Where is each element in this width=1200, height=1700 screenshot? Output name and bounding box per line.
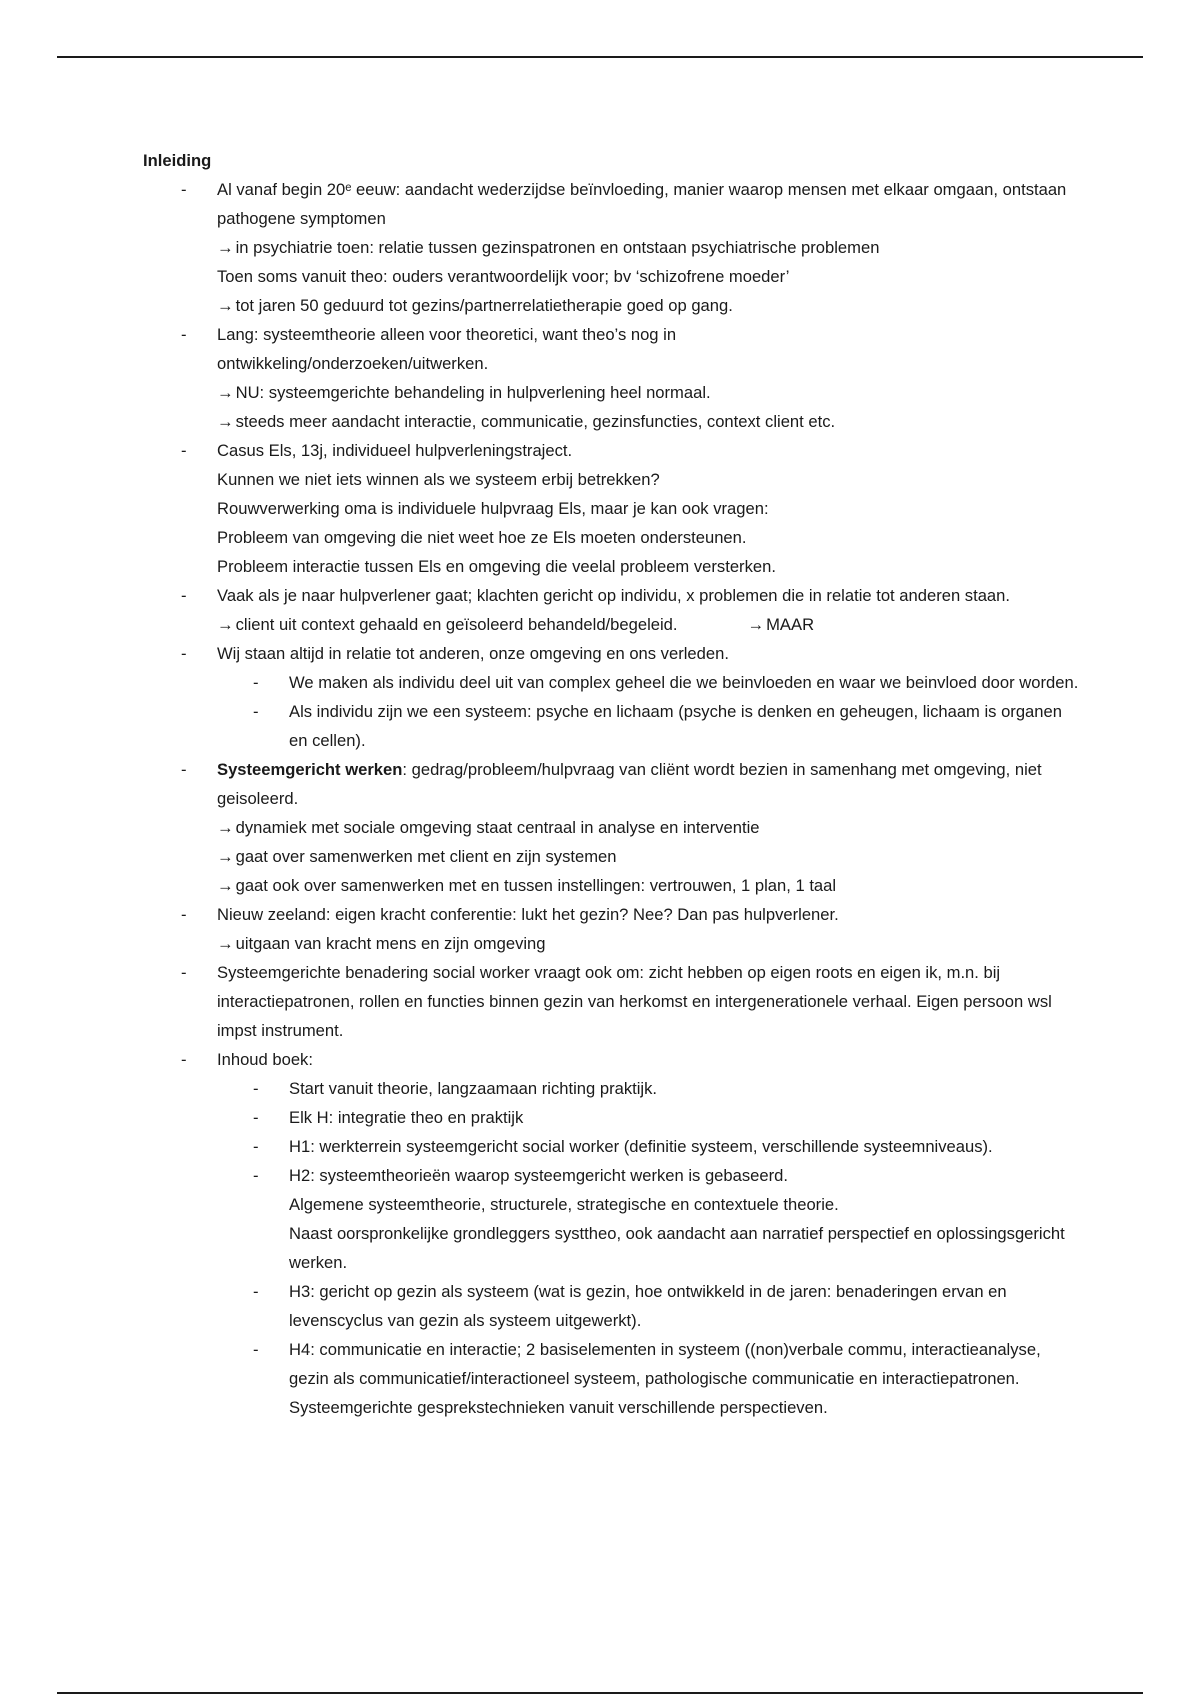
sub-item-text: Algemene systeemtheorie, structurele, strategische en contextuele theorie. — [289, 1195, 839, 1214]
list-item — [143, 958, 1083, 1045]
section-heading: Inleiding — [143, 151, 212, 170]
arrow-text: steeds meer aandacht interactie, communicatie, gezinsfuncties, context client etc. — [235, 412, 836, 431]
document-body — [143, 146, 1083, 1422]
arrow-line — [217, 929, 1083, 958]
paragraph-text: - Al vanaf begin 20ᵉ eeuw: aandacht wederzijdse beïnvloeding, manier waarop mensen met elkaar omgaan, ontstaan pathogene symptomen — [217, 180, 1067, 228]
paragraph-text: Probleem van omgeving die niet weet hoe ze Els moeten ondersteunen. — [217, 528, 747, 547]
list-item — [143, 175, 1083, 320]
sub-item-text: - Start vanuit theorie, langzaamaan richting praktijk. — [289, 1079, 658, 1098]
bullet-list — [143, 175, 1083, 1422]
sub-item-text: - H2: systeemtheorieën waarop systeemgericht werken is gebaseerd. — [289, 1166, 788, 1185]
sub-list-item — [217, 1103, 1083, 1132]
arrow-text: gaat ook over samenwerken met en tussen instellingen: vertrouwen, 1 plan, 1 taal — [235, 876, 837, 895]
arrow-icon: → — [217, 412, 234, 431]
paragraph-text: - Wij staan altijd in relatie tot anderen, onze omgeving en ons verleden. — [217, 644, 729, 663]
arrow-line — [217, 842, 1083, 871]
arrow-line — [217, 871, 1083, 900]
sub-list-item — [217, 1277, 1083, 1335]
arrow-icon: → — [217, 615, 234, 634]
list-item — [143, 320, 1083, 436]
paragraph-text: - Casus Els, 13j, individueel hulpverleningstraject. — [217, 441, 573, 460]
sub-list — [217, 1074, 1083, 1422]
sub-item-text: - Als individu zijn we een systeem: psyche en lichaam (psyche is denken en geheugen, lichaam is organen en cellen). — [289, 702, 1062, 750]
arrow-line — [217, 291, 1083, 320]
paragraph-text: Probleem interactie tussen Els en omgeving die veelal probleem versterken. — [217, 557, 776, 576]
paragraph-text — [217, 755, 1083, 813]
sub-item-text: - H3: gericht op gezin als systeem (wat is gezin, hoe ontwikkeld in de jaren: benaderingen ervan en levenscyclus van gezin als systeem uitgewerkt). — [289, 1282, 1007, 1330]
sub-item-text: - Elk H: integratie theo en praktijk — [289, 1108, 524, 1127]
header-rule — [57, 56, 1143, 58]
list-item — [143, 755, 1083, 900]
sub-list-item — [217, 697, 1083, 755]
sub-list-item — [217, 1074, 1083, 1103]
paragraph-text: - Systeemgerichte benadering social worker vraagt ook om: zicht hebben op eigen roots en eigen ik, m.n. bij interactiepatronen, rollen en functies binnen gezin van herkomst en intergenerationele verhaal. Eigen persoon wsl impst instrument. — [217, 963, 1052, 1040]
arrow-text: in psychiatrie toen: relatie tussen gezinspatronen en ontstaan psychiatrische problemen — [235, 238, 880, 257]
arrow-icon: → — [217, 847, 234, 866]
paragraph-text: Kunnen we niet iets winnen als we systeem erbij betrekken? — [217, 470, 660, 489]
paragraph-rest: : gedrag/probleem/hulpvraag van cliënt wordt bezien in samenhang met omgeving, niet geisoleerd. — [217, 760, 1042, 808]
list-item — [143, 639, 1083, 755]
paragraph-text: - Nieuw zeeland: eigen kracht conferentie: lukt het gezin? Nee? Dan pas hulpverlener. — [217, 905, 839, 924]
paragraph-text: - Inhoud boek: — [217, 1050, 313, 1069]
arrow-text: tot jaren 50 geduurd tot gezins/partnerrelatietherapie goed op gang. — [235, 296, 733, 315]
arrow-text: MAAR — [766, 615, 815, 634]
sub-list-item — [217, 1161, 1083, 1277]
list-item — [143, 581, 1083, 639]
arrow-text: gaat over samenwerken met client en zijn systemen — [235, 847, 617, 866]
footer-rule — [57, 1692, 1143, 1694]
sub-list — [217, 668, 1083, 755]
arrow-icon: → — [217, 383, 234, 402]
list-item — [143, 436, 1083, 581]
arrow-text: NU: systeemgerichte behandeling in hulpverlening heel normaal. — [235, 383, 711, 402]
sub-item-text: - We maken als individu deel uit van complex geheel die we beinvloeden en waar we beinvloed door worden. — [289, 673, 1079, 692]
arrow-text: dynamiek met sociale omgeving staat centraal in analyse en interventie — [235, 818, 760, 837]
arrow-text: client uit context gehaald en geïsoleerd behandeld/begeleid. — [235, 615, 678, 634]
sub-item-text: - H1: werkterrein systeemgericht social worker (definitie systeem, verschillende systeemniveaus). — [289, 1137, 993, 1156]
arrow-line — [217, 407, 1083, 436]
arrow-text: uitgaan van kracht mens en zijn omgeving — [235, 934, 546, 953]
arrow-icon: → — [217, 296, 234, 315]
sub-list-item — [217, 1335, 1083, 1422]
arrow-icon: → — [217, 934, 234, 953]
list-item — [143, 900, 1083, 958]
paragraph-text: Toen soms vanuit theo: ouders verantwoordelijk voor; bv ‘schizofrene moeder’ — [217, 267, 790, 286]
arrow-line — [217, 813, 1083, 842]
arrow-line — [217, 378, 1083, 407]
arrow-icon: → — [217, 238, 234, 257]
paragraph-text: - Vaak als je naar hulpverlener gaat; klachten gericht op individu, x problemen die in relatie tot anderen staan. — [217, 586, 1010, 605]
arrow-icon: → — [217, 876, 234, 895]
arrow-line — [217, 610, 1083, 639]
arrow-line — [217, 233, 1083, 262]
list-item — [143, 1045, 1083, 1422]
sub-list-item — [217, 668, 1083, 697]
paragraph-text: Rouwverwerking oma is individuele hulpvraag Els, maar je kan ook vragen: — [217, 499, 769, 518]
paragraph-text: - Lang: systeemtheorie alleen voor theoretici, want theo’s nog in ontwikkeling/onderzoeken/uitwerken. — [217, 325, 677, 373]
sub-item-text: - H4: communicatie en interactie; 2 basiselementen in systeem ((non)verbale commu, interactieanalyse, gezin als communicatief/interactioneel systeem, pathologische communicatie en interactiepatronen. Systeemgerichte gesprekstechnieken vanuit verschillende perspectieven. — [289, 1340, 1041, 1417]
sub-item-text: Naast oorspronkelijke grondleggers systtheo, ook aandacht aan narratief perspectief en oplossingsgericht werken. — [289, 1224, 1065, 1272]
bold-term: Systeemgericht werken — [217, 760, 403, 779]
sub-list-item — [217, 1132, 1083, 1161]
arrow-icon: → — [217, 818, 234, 837]
arrow-icon: → — [747, 615, 765, 634]
